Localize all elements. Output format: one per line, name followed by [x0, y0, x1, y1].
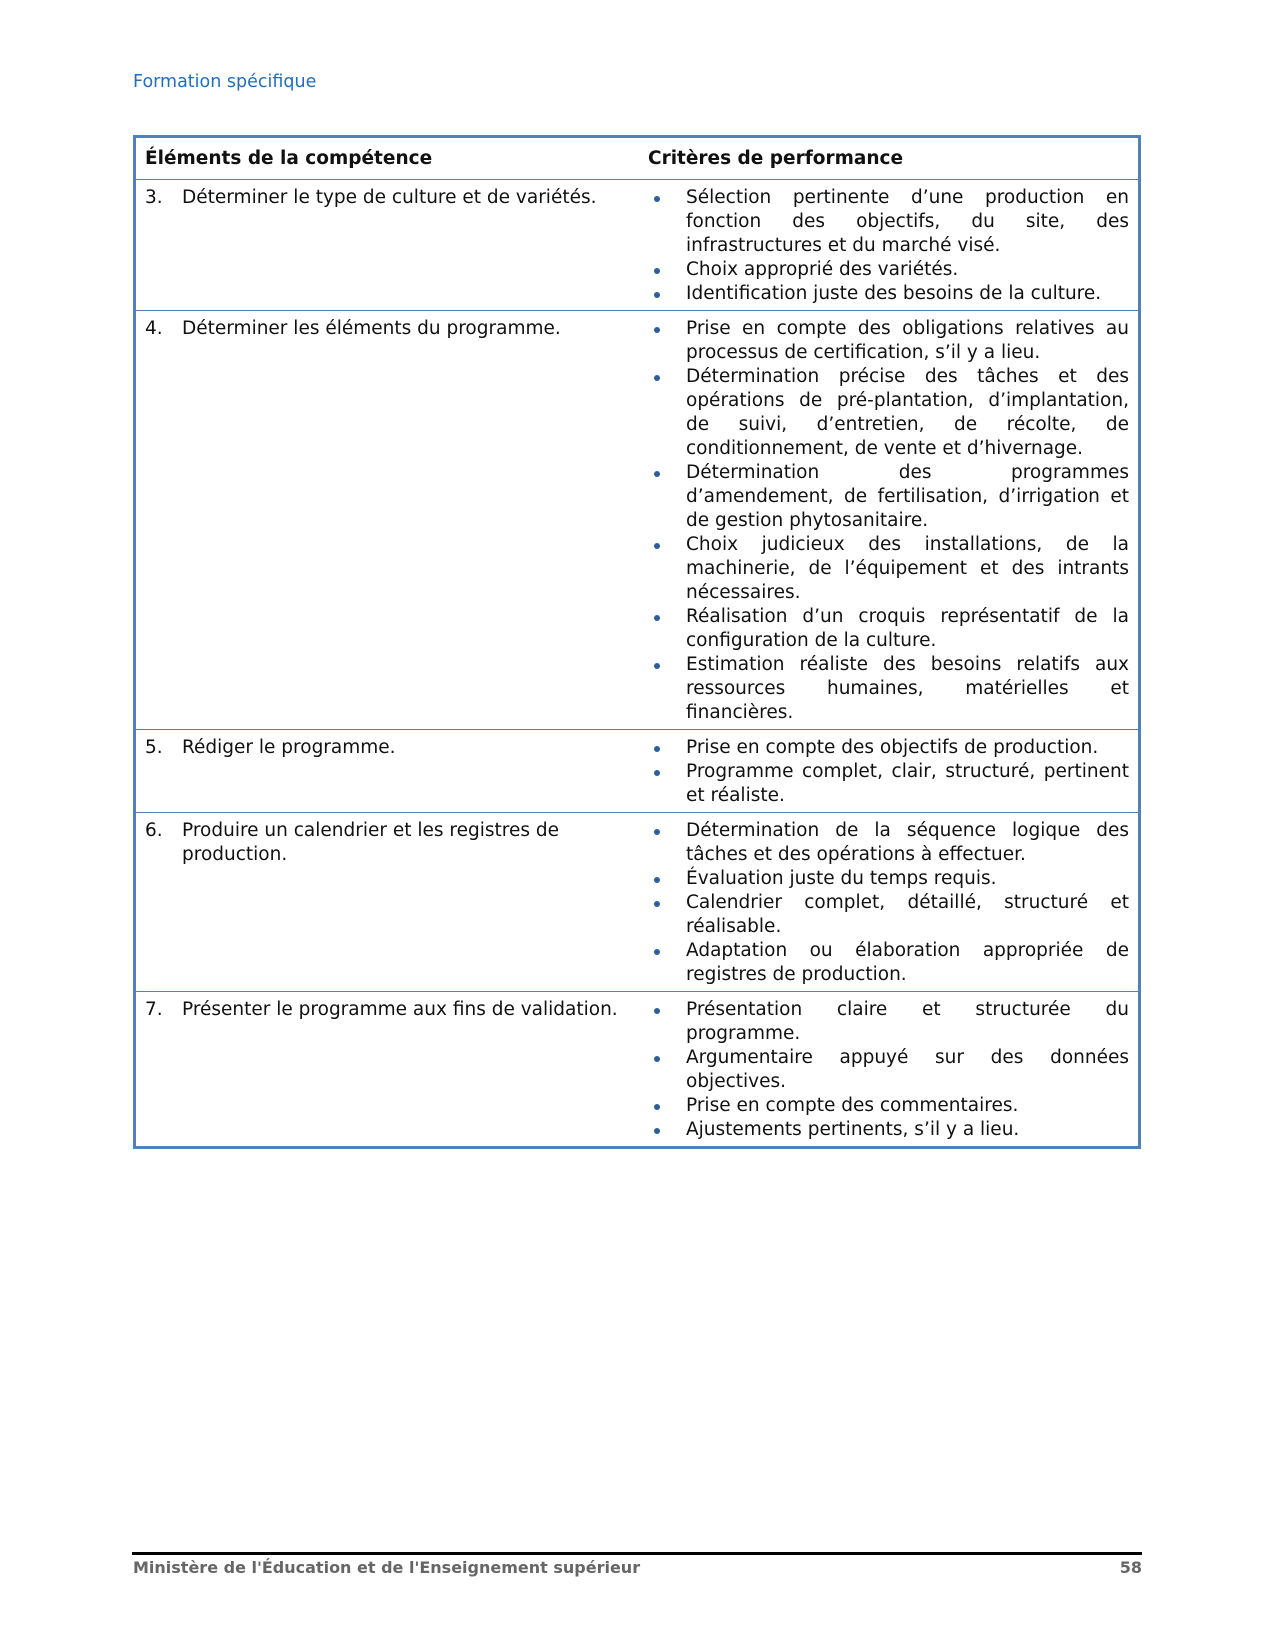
element-text: Produire un calendrier et les registres de production.: [182, 820, 560, 865]
element-text: Présenter le programme aux fins de validation.: [182, 999, 618, 1020]
footer-divider: [132, 1552, 1142, 1555]
element-text: Déterminer le type de culture et de variétés.: [182, 187, 597, 208]
element-number: 4.: [145, 318, 163, 339]
criteria-item: Calendrier complet, détaillé, structuré et réalisable.: [648, 891, 1129, 939]
element-number: 3.: [145, 187, 163, 208]
criteria-cell: [639, 730, 1140, 813]
criteria-item: Programme complet, clair, structuré, pertinent et réaliste.: [648, 760, 1129, 808]
element-text: Déterminer les éléments du programme.: [182, 318, 561, 339]
element-number: 6.: [145, 820, 163, 841]
criteria-item: Détermination des programmes d’amendement, de fertilisation, d’irrigation et de gestion phytosanitaire.: [648, 461, 1129, 533]
footer-ministry: Ministère de l'Éducation et de l'Enseignement supérieur: [133, 1558, 641, 1577]
element-cell: [135, 730, 640, 813]
page-number: 58: [1119, 1558, 1142, 1577]
criteria-item: Sélection pertinente d’une production en fonction des objectifs, du site, des infrastructures et du marché visé.: [648, 186, 1129, 258]
criteria-item: Détermination de la séquence logique des tâches et des opérations à effectuer.: [648, 819, 1129, 867]
element-text: Rédiger le programme.: [182, 737, 396, 758]
table-row: [135, 180, 1140, 311]
section-title: Formation spécifique: [133, 72, 317, 92]
criteria-list: [648, 819, 1129, 987]
criteria-item: Évaluation juste du temps requis.: [648, 867, 1129, 891]
criteria-item: Estimation réaliste des besoins relatifs aux ressources humaines, matérielles et financières.: [648, 653, 1129, 725]
criteria-cell: [639, 813, 1140, 992]
criteria-item: Prise en compte des obligations relatives au processus de certification, s’il y a lieu.: [648, 317, 1129, 365]
criteria-item: Choix approprié des variétés.: [648, 258, 1129, 282]
criteria-item: Identification juste des besoins de la culture.: [648, 282, 1129, 306]
criteria-item: Présentation claire et structurée du programme.: [648, 998, 1129, 1046]
criteria-item: Détermination précise des tâches et des opérations de pré-plantation, d’implantation, de suivi, d’entretien, de récolte, de conditionnement, de vente et d’hivernage.: [648, 365, 1129, 461]
criteria-item: Argumentaire appuyé sur des données objectives.: [648, 1046, 1129, 1094]
col-header-elements: Éléments de la compétence: [135, 137, 640, 180]
element-number: 7.: [145, 999, 163, 1020]
criteria-list: [648, 317, 1129, 725]
element-cell: [135, 180, 640, 311]
competence-table: [133, 135, 1141, 1149]
table-row: [135, 813, 1140, 992]
criteria-item: Choix judicieux des installations, de la machinerie, de l’équipement et des intrants nécessaires.: [648, 533, 1129, 605]
criteria-cell: [639, 992, 1140, 1148]
table-row: [135, 992, 1140, 1148]
criteria-item: Adaptation ou élaboration appropriée de registres de production.: [648, 939, 1129, 987]
element-cell: [135, 992, 640, 1148]
col-header-criteria: Critères de performance: [639, 137, 1140, 180]
element-cell: [135, 311, 640, 730]
criteria-item: Ajustements pertinents, s’il y a lieu.: [648, 1118, 1129, 1142]
criteria-list: [648, 998, 1129, 1142]
criteria-cell: [639, 180, 1140, 311]
element-number: 5.: [145, 737, 163, 758]
element-cell: [135, 813, 640, 992]
criteria-item: Réalisation d’un croquis représentatif de la configuration de la culture.: [648, 605, 1129, 653]
table-row: [135, 311, 1140, 730]
criteria-item: Prise en compte des commentaires.: [648, 1094, 1129, 1118]
criteria-item: Prise en compte des objectifs de production.: [648, 736, 1129, 760]
criteria-cell: [639, 311, 1140, 730]
criteria-list: [648, 186, 1129, 306]
criteria-list: [648, 736, 1129, 808]
table-row: [135, 730, 1140, 813]
